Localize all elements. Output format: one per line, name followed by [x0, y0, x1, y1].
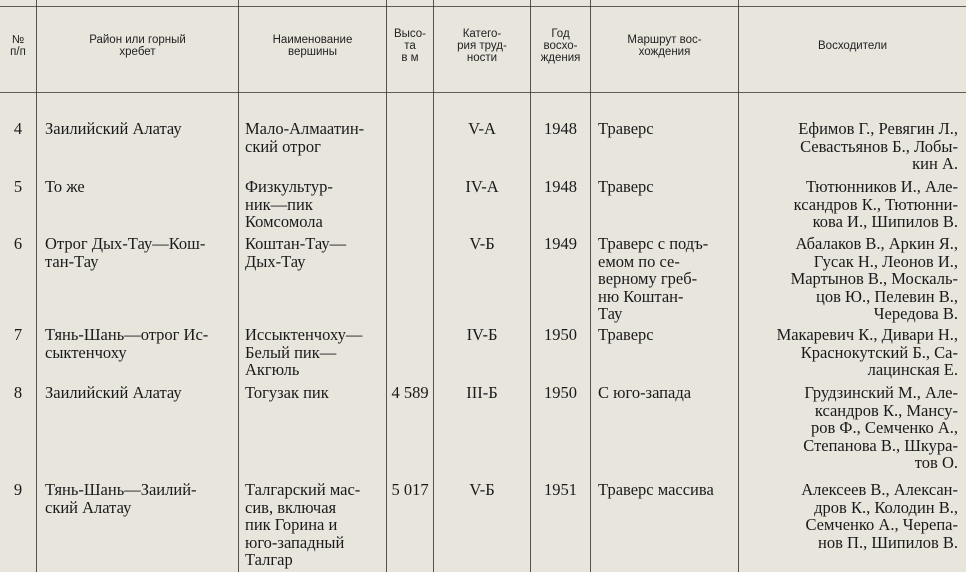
peak-cell: Физкультур- ник—пик Комсомола [245, 177, 333, 231]
header-peak: Наименование вершины [272, 34, 353, 58]
route-cell: Траверс массива [598, 480, 714, 499]
height-cell: 4 589 [391, 383, 429, 402]
category-cell: V-Б [469, 234, 495, 253]
header-year: Год восхо- ждения [540, 28, 581, 64]
row-number: 9 [13, 480, 23, 499]
year-cell: 1950 [544, 383, 577, 402]
row-number: 4 [13, 119, 23, 138]
header-region: Район или горный хребет [89, 34, 186, 58]
header-num: № п/п [10, 34, 26, 58]
year-cell: 1949 [544, 234, 577, 253]
category-cell: IV-A [465, 177, 499, 196]
climbers-cell: Тютюнников И., Але- ксандров К., Тютюнни- кова И., Шипилов В. [793, 177, 958, 231]
category-cell: V-Б [469, 480, 495, 499]
header-climbers: Восходители [818, 40, 887, 52]
region-cell: Отрог Дых-Тау—Кош- тан-Тау [45, 234, 206, 271]
peak-cell: Мало-Алмаатин- ский отрог [245, 119, 365, 156]
climbers-cell: Алексеев В., Алексан- дров К., Колодин В., Семченко А., Черепа- нов П., Шипилов В. [801, 480, 958, 552]
category-cell: III-Б [466, 383, 498, 402]
climbers-cell: Грудзинский М., Але- ксандров К., Мансу- ров Ф., Семченко А., Степанова В., Шкура- тов О. [803, 383, 958, 472]
row-number: 5 [13, 177, 23, 196]
height-cell: 5 017 [391, 480, 429, 499]
header-route: Маршрут вос- хождения [627, 34, 702, 58]
route-cell: Траверс [598, 177, 654, 196]
climbers-cell: Макаревич К., Дивари Н., Краснокутский Б., Са- лацинская Е. [776, 325, 958, 379]
year-cell: 1948 [544, 119, 577, 138]
climbers-cell: Абалаков В., Аркин Я., Гусак Н., Леонов И., Мартынов В., Москаль- цов Ю., Пелевин В., Чередова В. [790, 234, 958, 323]
peak-cell: Коштан-Тау— Дых-Тау [245, 234, 347, 271]
region-cell: Заилийский Алатау [45, 119, 182, 138]
header-bottom-rule [0, 92, 966, 93]
year-cell: 1948 [544, 177, 577, 196]
route-cell: Траверс [598, 119, 654, 138]
region-cell: Тянь-Шань—отрог Ис- сыктенчоху [45, 325, 209, 362]
category-cell: V-A [468, 119, 496, 138]
header-height: Высо- та в м [393, 28, 427, 64]
category-cell: IV-Б [466, 325, 498, 344]
year-cell: 1950 [544, 325, 577, 344]
peak-cell: Иссыктенчоху— Белый пик— Акгюль [245, 325, 363, 379]
region-cell: Заилийский Алатау [45, 383, 182, 402]
header-category: Катего- рия труд- ности [457, 28, 507, 64]
row-number: 6 [13, 234, 23, 253]
row-number: 7 [13, 325, 23, 344]
route-cell: Траверс с подъ- емом по се- верному греб- ню Коштан- Тау [598, 234, 709, 323]
route-cell: С юго-запада [598, 383, 692, 402]
region-cell: Тянь-Шань—Заилий- ский Алатау [45, 480, 197, 517]
climbers-cell: Ефимов Г., Ревягин Л., Севастьянов Б., Лобы- кин А. [798, 119, 958, 173]
year-cell: 1951 [544, 480, 577, 499]
row-number: 8 [13, 383, 23, 402]
region-cell: То же [45, 177, 85, 196]
peak-cell: Талгарский мас- сив, включая пик Горина и юго-западный Талгар [245, 480, 361, 569]
peak-cell: Тогузак пик [245, 383, 329, 402]
route-cell: Траверс [598, 325, 654, 344]
